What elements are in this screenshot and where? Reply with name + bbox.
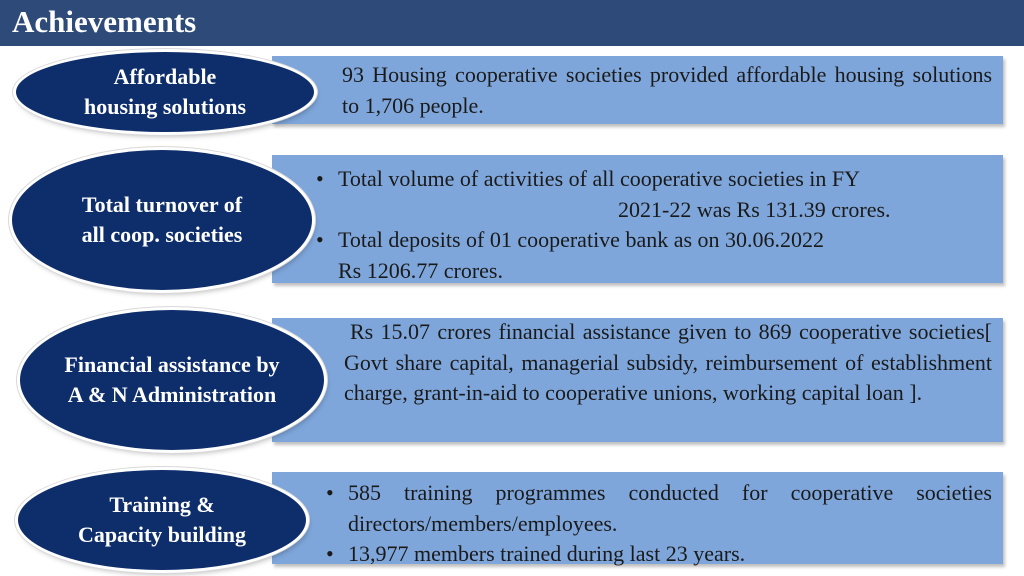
label-line: Capacity building <box>77 522 247 547</box>
financial-assistance-text: Rs 15.07 crores financial assistance given to 869 cooperative societies[ Govt share capital, managerial subsidy, reimbursement of establishment charge, grant-in-aid to cooperative unions, working capital loan ]. <box>344 319 992 405</box>
bullet-text: 13,977 members trained during last 23 years. <box>348 541 746 566</box>
label-line: all coop. societies <box>81 222 243 247</box>
turnover-bullets <box>316 164 996 286</box>
bullet-icon: • <box>326 541 334 566</box>
list-item <box>326 539 992 570</box>
label-line: Training & <box>109 492 215 517</box>
list-item <box>316 225 996 256</box>
bullet-icon: • <box>316 227 324 252</box>
label-affordable-housing <box>16 52 314 132</box>
list-item <box>316 164 996 225</box>
bullet-continuation: Rs 1206.77 crores. <box>338 257 503 283</box>
label-financial-assistance <box>20 310 324 450</box>
bullet-icon: • <box>326 480 334 505</box>
list-item <box>326 478 992 539</box>
bullet-icon: • <box>316 166 324 191</box>
training-bullets <box>326 478 992 570</box>
label-line: Affordable <box>113 64 217 89</box>
bullet-text: 585 training programmes conducted for cooperative societies directors/members/employees. <box>348 480 992 536</box>
label-total-turnover <box>12 150 312 290</box>
affordable-housing-text: 93 Housing cooperative societies provided affordable housing solutions to 1,706 people. <box>342 62 992 118</box>
page-title: Achievements <box>12 4 197 39</box>
bullet-text: 2021-22 was Rs 131.39 crores. <box>618 196 891 222</box>
label-line: Total turnover of <box>81 192 243 217</box>
header-bar <box>0 0 1024 46</box>
label-line: A & N Administration <box>67 382 277 407</box>
bullet-text: Total volume of activities of all cooperative societies in FY <box>338 166 861 191</box>
label-line: housing solutions <box>83 94 247 119</box>
label-line: Financial assistance by <box>64 352 280 377</box>
label-training <box>18 470 306 570</box>
bullet-text: Total deposits of 01 cooperative bank as on 30.06.2022 <box>338 227 825 252</box>
